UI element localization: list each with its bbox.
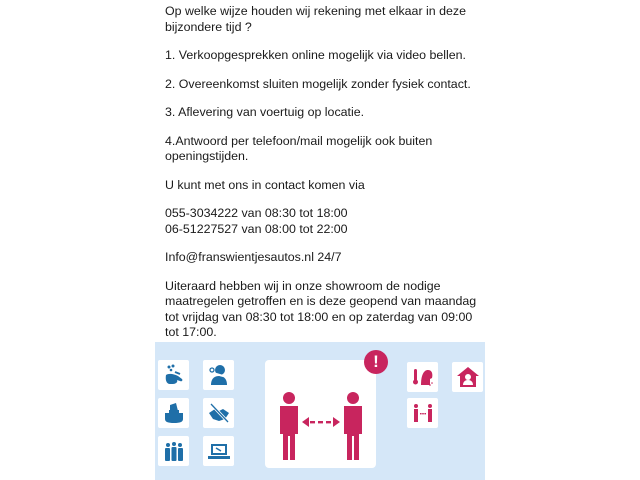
warning-badge-icon: ! [364,350,388,374]
tissue-box-icon [158,398,189,428]
contact-intro: U kunt met ons in contact komen via [165,177,365,192]
item-3: 3. Aflevering van voertuig op locatie. [165,105,365,119]
social-distance-icon [265,360,376,468]
intro-paragraph: Op welke wijze houden wij rekening met elkaar in deze bijzondere tijd ? [165,4,466,34]
item-2: 2. Overeenkomst sluiten mogelijk zonder fysiek contact. [165,76,471,91]
group-icon [158,436,189,466]
fever-cough-icon [407,362,438,392]
item-1: 1. Verkoopgesprekken online mogelijk via video bellen. [165,48,467,62]
cough-in-elbow-icon [203,360,234,390]
laptop-icon [203,436,234,466]
closing-paragraph: Uiteraard hebben wij in onze showroom de nodige maatregelen getroffen en is deze geopend van maandag tot vrijdag van 08:30 tot 18:00 en op zaterdag van 09:00 tot 17:00. [165,278,477,339]
message-text [165,4,485,354]
distance-icon [407,398,438,428]
wash-hands-icon [158,360,189,390]
covid-measures-banner [155,342,485,480]
item-4: 4.Antwoord per telefoon/mail mogelijk ook buiten openingstijden. [165,133,433,163]
phone-2: 06-51227527 van 08:00 tot 22:00 [165,221,348,236]
social-distance-card [265,360,376,468]
no-handshake-icon [203,398,234,428]
stay-home-icon [452,362,483,392]
email-line: Info@franswientjesautos.nl 24/7 [165,250,342,264]
phone-1: 055-3034222 van 08:30 tot 18:00 [165,206,348,220]
